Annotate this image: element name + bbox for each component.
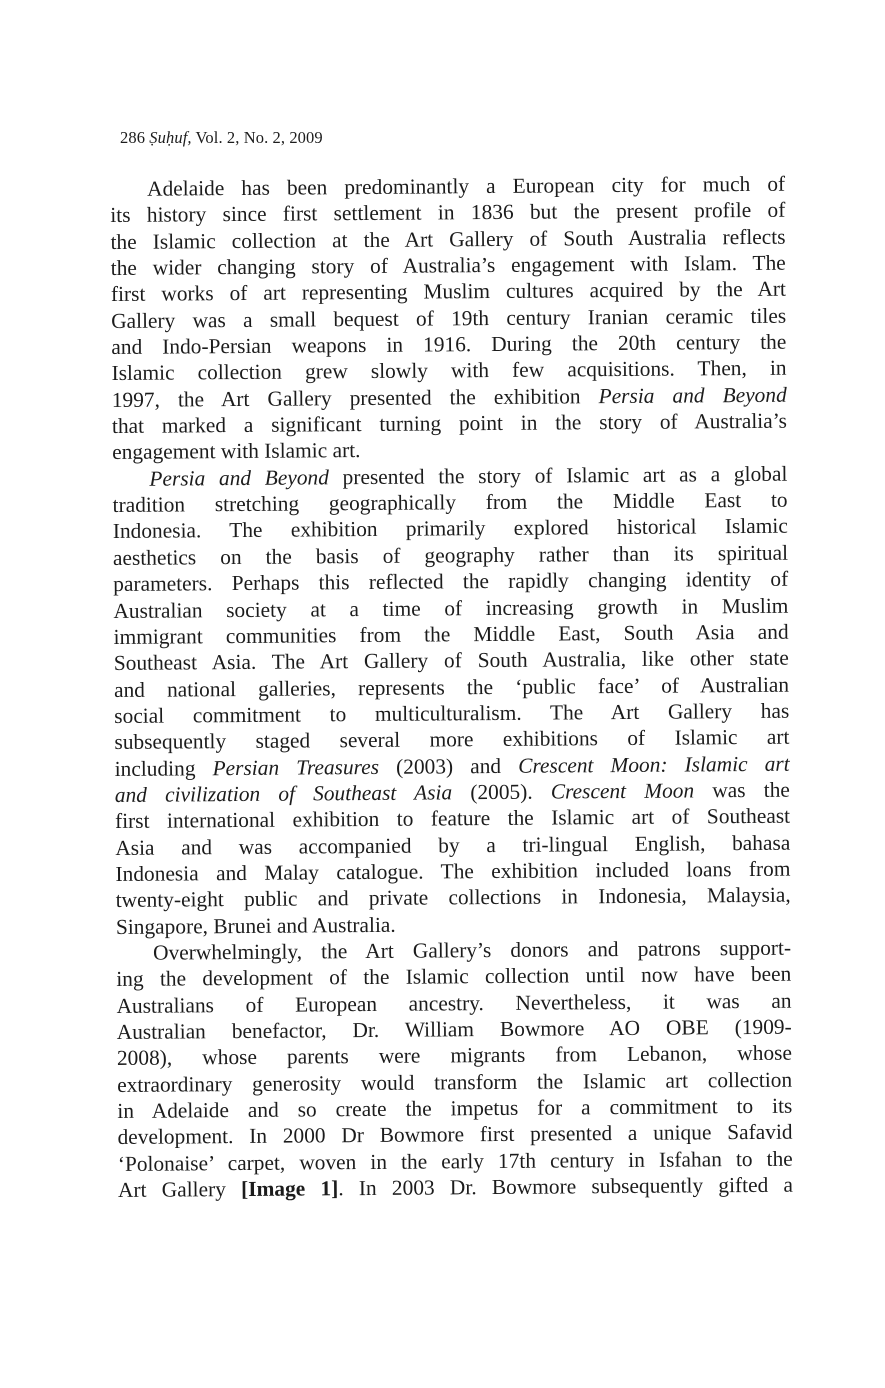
page-number: 286 — [120, 128, 146, 147]
text-run: Gallery was a small bequest of 19th century Iranian ceramic tiles — [111, 303, 787, 333]
text-run: Art Gallery — [117, 1177, 242, 1203]
text-run: development. In 2000 Dr Bowmore first presented a unique Safavid — [117, 1120, 793, 1150]
text-run: Indonesia and Malay catalogue. The exhibition included loans from — [115, 856, 791, 886]
text-run: ‘Polonaise’ carpet, woven in the early 17th century in Isfahan to the — [117, 1146, 793, 1176]
text-run: twenty-eight public and private collections in Indonesia, Malaysia, — [115, 882, 791, 913]
text-run: including — [114, 755, 213, 781]
text-run: presented the story of Islamic art as a global — [328, 461, 788, 490]
text-run: parameters. Perhaps this reflected the rapidly changing identity of — [113, 566, 789, 597]
text-run: the Islamic collection at the Art Gallery of South Australia reflects — [110, 224, 786, 254]
image-reference: [Image 1] — [240, 1176, 339, 1202]
text-line — [116, 882, 791, 914]
text-run: Asia and was accompanied by a tri-lingual English, bahasa — [115, 830, 791, 860]
text-run: 1997, the Art Gallery presented the exhibition — [111, 383, 599, 412]
italic-title: Crescent Moon: Islamic art — [518, 751, 790, 778]
paragraph — [116, 935, 793, 1204]
text-run: Southeast Asia. The Art Gallery of South Australia, like other state — [113, 645, 789, 676]
text-run: first works of art representing Muslim cultures acquired by the Art — [110, 277, 787, 307]
text-run: aesthetics on the basis of geography rather than its spiritual — [112, 540, 789, 570]
text-run: that marked a significant turning point in the story of Australia’s — [111, 408, 788, 439]
text-run: and Indo-Persian weapons in 1916. During the 20th century the — [111, 329, 787, 360]
text-run: (2003) and — [378, 753, 519, 779]
italic-title: Persia and Beyond — [598, 382, 787, 408]
paragraph — [110, 171, 787, 466]
italic-title: Persian Treasures — [212, 754, 380, 780]
text-run: first international exhibition to feature the Islamic art of Southeast — [114, 803, 791, 834]
text-run: immigrant communities from the Middle East, South Asia and — [113, 619, 789, 649]
italic-title: Persia and Beyond — [149, 465, 329, 491]
text-run: and national galleries, represents the ‘public face’ of Australian — [113, 672, 790, 702]
text-line — [118, 1172, 793, 1204]
text-run: Islamic collection grew slowly with few acquisitions. Then, in — [111, 356, 787, 386]
text-run: the wider changing story of Australia’s engagement with Islam. The — [110, 250, 786, 281]
journal-title: Ṣuḥuf, — [149, 128, 192, 147]
text-run: tradition stretching geographically from the Middle East to — [112, 487, 788, 518]
italic-title: Crescent Moon — [550, 778, 695, 804]
text-run: social commitment to multiculturalism. The Art Gallery has — [114, 698, 790, 728]
text-run: . In 2003 Dr. Bowmore subsequently gifted a — [338, 1172, 794, 1201]
text-run: its history since first settlement in 1836 but the present profile of — [110, 198, 786, 228]
text-run: Australian benefactor, Dr. William Bowmore AO OBE (1909- — [116, 1014, 792, 1044]
paragraph — [112, 460, 791, 939]
body-text — [110, 171, 793, 1204]
text-run: Overwhelmingly, the Art Gallery’s donors and patrons support- — [153, 935, 792, 965]
volume-info: Vol. 2, No. 2, 2009 — [195, 128, 323, 147]
text-run: in Adelaide and so create the impetus for a commitment to its — [117, 1093, 793, 1124]
text-run: Adelaide has been predominantly a European city for much of — [147, 171, 786, 201]
italic-title: and civilization of Southeast Asia — [114, 780, 453, 807]
text-run: subsequently staged several more exhibitions of Islamic art — [114, 724, 790, 755]
text-run: Australians of European ancestry. Nevertheless, it was an — [116, 988, 792, 1018]
text-run: Indonesia. The exhibition primarily explored historical Islamic — [112, 514, 788, 544]
text-run: ing the development of the Islamic collection until now have been — [116, 961, 792, 992]
text-run: extraordinary generosity would transform the Islamic art collection — [117, 1067, 793, 1097]
text-run: Australian society at a time of increasing growth in Muslim — [113, 593, 789, 623]
text-run: Singapore, Brunei and Australia. — [115, 912, 396, 939]
text-run: engagement with Islamic art. — [112, 438, 361, 465]
text-run: 2008), whose parents were migrants from Lebanon, whose — [116, 1041, 793, 1071]
text-run: was the — [694, 777, 790, 803]
running-header — [120, 128, 323, 148]
text-run: (2005). — [452, 779, 551, 805]
